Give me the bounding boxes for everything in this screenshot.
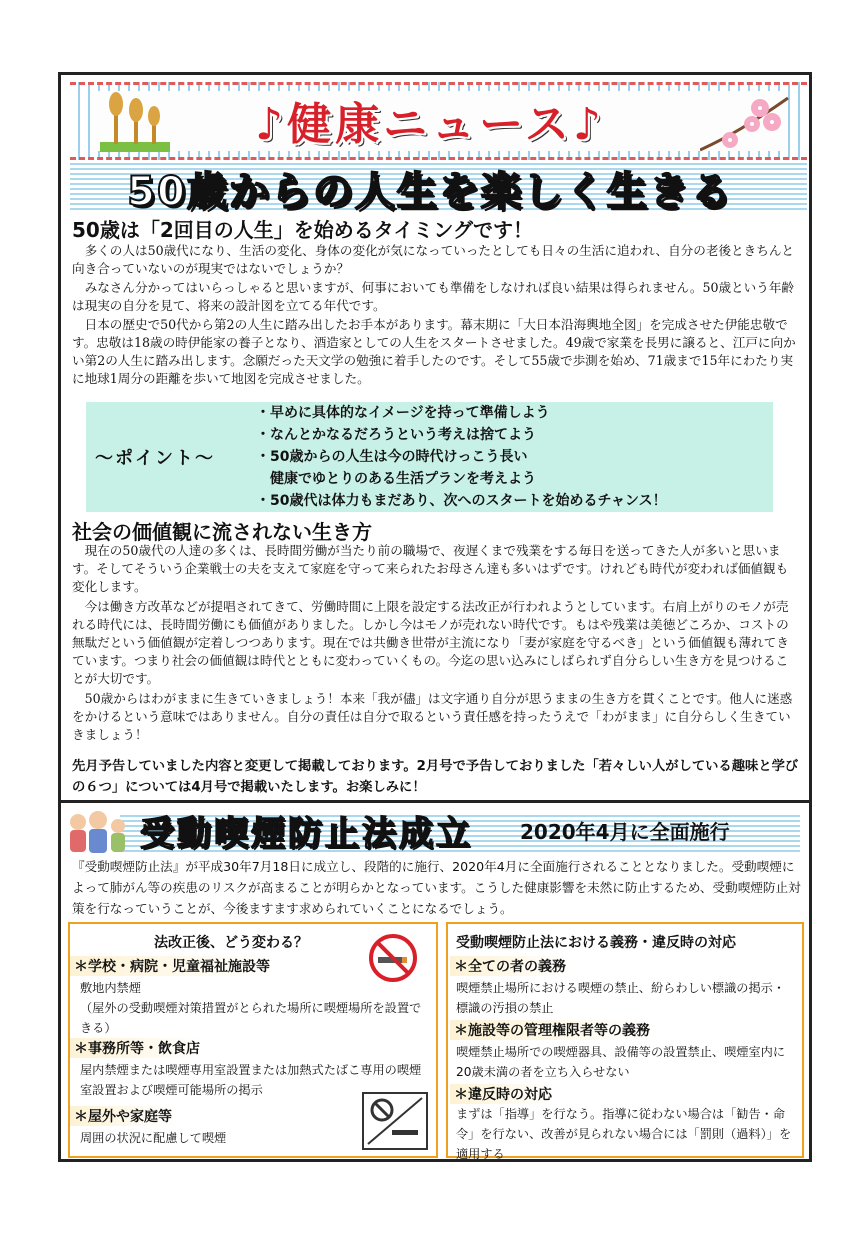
point-item: 健康でゆとりのある生活プランを考えよう (270, 471, 536, 487)
notice-text: 先月予告していました内容と変更して掲載しております。2月号で予告しておりました「若々しい人がしている趣味と学びの６つ」については4月号で掲載いたします。お楽しみに！ (72, 759, 799, 795)
point-item: ・早めに具体的なイメージを持って準備しよう (256, 405, 550, 421)
law-duty-body: 喫煙禁止場所での喫煙器具、設備等の設置禁止、喫煙室内に20歳未満の者を立ち入らせない (456, 1045, 786, 1079)
newsletter-title: ♪健康ニュース♪ (255, 99, 605, 150)
law-change-heading: ＊学校・病院・児童福祉施設等 (70, 956, 274, 976)
law-duty-heading: ＊全ての者の義務 (450, 956, 570, 976)
law-duty-body: まずは「指導」を行なう。指導に従わない場合は「勧告・命令」を行ない、改善が見られない場合には「罰則（過料）」を適用する (456, 1107, 792, 1161)
section2-heading: 社会の価値観に流されない生き方 (72, 520, 372, 544)
law-intro: 『受動喫煙防止法』が平成30年7月18日に成立し、段階的に施行、2020年4月に全面施行されることとなりました。受動喫煙によって肺がん等の疾患のリスクが高まることが明らかとなっています。こうした健康影響を未然に防止するため、受動喫煙防止対策を行なっていうことが、今後ますます求められていくことになるでしょう。 (72, 859, 801, 916)
section-divider (58, 800, 812, 803)
section2-paragraph-3: 50歳からはわがままに生きていきましょう！本来「我が儘」は文字通り自分が思うままの生き方を貫くことです。他人に迷惑をかけるという意味ではありません。自分の責任は自分で取るという責任感を持ったうえで「わがまま」に自分らしく生きていきましょう！ (72, 691, 793, 742)
point-item: ・なんとかなるだろうという考えは捨てよう (256, 427, 536, 443)
law-change-heading: ＊屋外や家庭等 (70, 1106, 176, 1126)
law-date: 2020年4月に全面施行 (520, 820, 730, 844)
section2-paragraph-2: 今は働き方改革などが提唱されてきて、労働時間に上限を設定する法改正が行われようとしています。右肩上がりのモノが売れる時代には、長時間労働にも価値がありました。しかし今はモノが売れない時代です。もはや残業は美徳どころか、コストの無駄だという価値観が定着しつつあります。現在では共働き世帯が主流になり「妻が家庭を守るべき」という価値観も薄れてきています。つまり社会の価値観は時代とともに変わっていくもの。今迄の思い込みにしばられず自分らしい生き方を見つけることが大切です。 (72, 599, 789, 686)
law-change-body: 周囲の状況に配慮して喫煙 (80, 1131, 227, 1145)
section1-paragraph-3: 日本の歴史で50代から第2の人生に踏み出したお手本があります。幕末期に「大日本沿海輿地全図」を完成させた伊能忠敬です。忠敬は18歳の時伊能家の養子となり、酒造家としての人生をスタートさせました。49歳で家業を長男に譲ると、江戸に向かい第2の人生に踏み出します。念願だった天文学の勉強に着手したのです。そして55歳で歩測を始め、71歳まで15年にわたり実に地球1周分の距離を歩いて地図を完成させました。 (72, 317, 796, 386)
points-label: ～ポイント～ (95, 448, 215, 469)
section1-heading: 50歳は「2回目の人生」を始めるタイミングです！ (72, 218, 533, 242)
law-change-title: 法改正後、どう変わる？ (154, 935, 308, 951)
people-illustration-icon (64, 808, 130, 856)
section1-paragraph-1: 多くの人は50歳代になり、生活の変化、身体の変化が気になっていったとしても日々の生活に追われ、自分の老後ときちんと向き合っていないのが現実ではないでしょうか？ (72, 243, 795, 276)
law-title: 受動喫煙防止法成立 (140, 814, 473, 854)
no-smoking-icon (368, 933, 418, 983)
section2-paragraph-1: 現在の50歳代の人達の多くは、長時間労働が当たり前の職場で、夜遅くまで残業をする毎日を送ってきた人が多いと思います。そしてそういう企業戦士の夫を支えて家庭を守って来られたお母さん達も多いはずです。けれども時代が変われば価値観も変化します。 (72, 543, 789, 594)
points-list (256, 402, 667, 512)
page-headline: 50歳からの人生を楽しく生きる (127, 169, 733, 215)
law-duty-body: 喫煙禁止場所における喫煙の禁止、紛らわしい標識の掲示・標識の汚損の禁止 (456, 981, 786, 1015)
point-item: ・50歳からの人生は今の時代けっこう長い (256, 449, 528, 465)
law-change-body: 屋内禁煙または喫煙専用室設置または加熱式たばこ専用の喫煙室設置および喫煙可能場所の掲示 (80, 1063, 422, 1097)
smoking-area-sign-icon (362, 1092, 428, 1150)
point-item: ・50歳代は体力もまだあり、次へのスタートを始めるチャンス！ (256, 493, 667, 509)
law-duty-heading: ＊違反時の対応 (450, 1084, 556, 1104)
law-change-heading: ＊事務所等・飲食店 (70, 1038, 204, 1058)
law-duty-title: 受動喫煙防止法における義務・違反時の対応 (456, 935, 736, 951)
law-duty-heading: ＊施設等の管理権限者等の義務 (450, 1020, 654, 1040)
section1-paragraph-2: みなさん分かってはいらっしゃると思いますが、何事においても準備をしなければ良い結果は得られません。50歳という年齢は現実の自分を見て、将来の設計図を立てる年代です。 (72, 280, 795, 313)
law-change-body: 敷地内禁煙 （屋外の受動喫煙対策措置がとられた場所に喫煙場所を設置できる） (80, 981, 422, 1035)
